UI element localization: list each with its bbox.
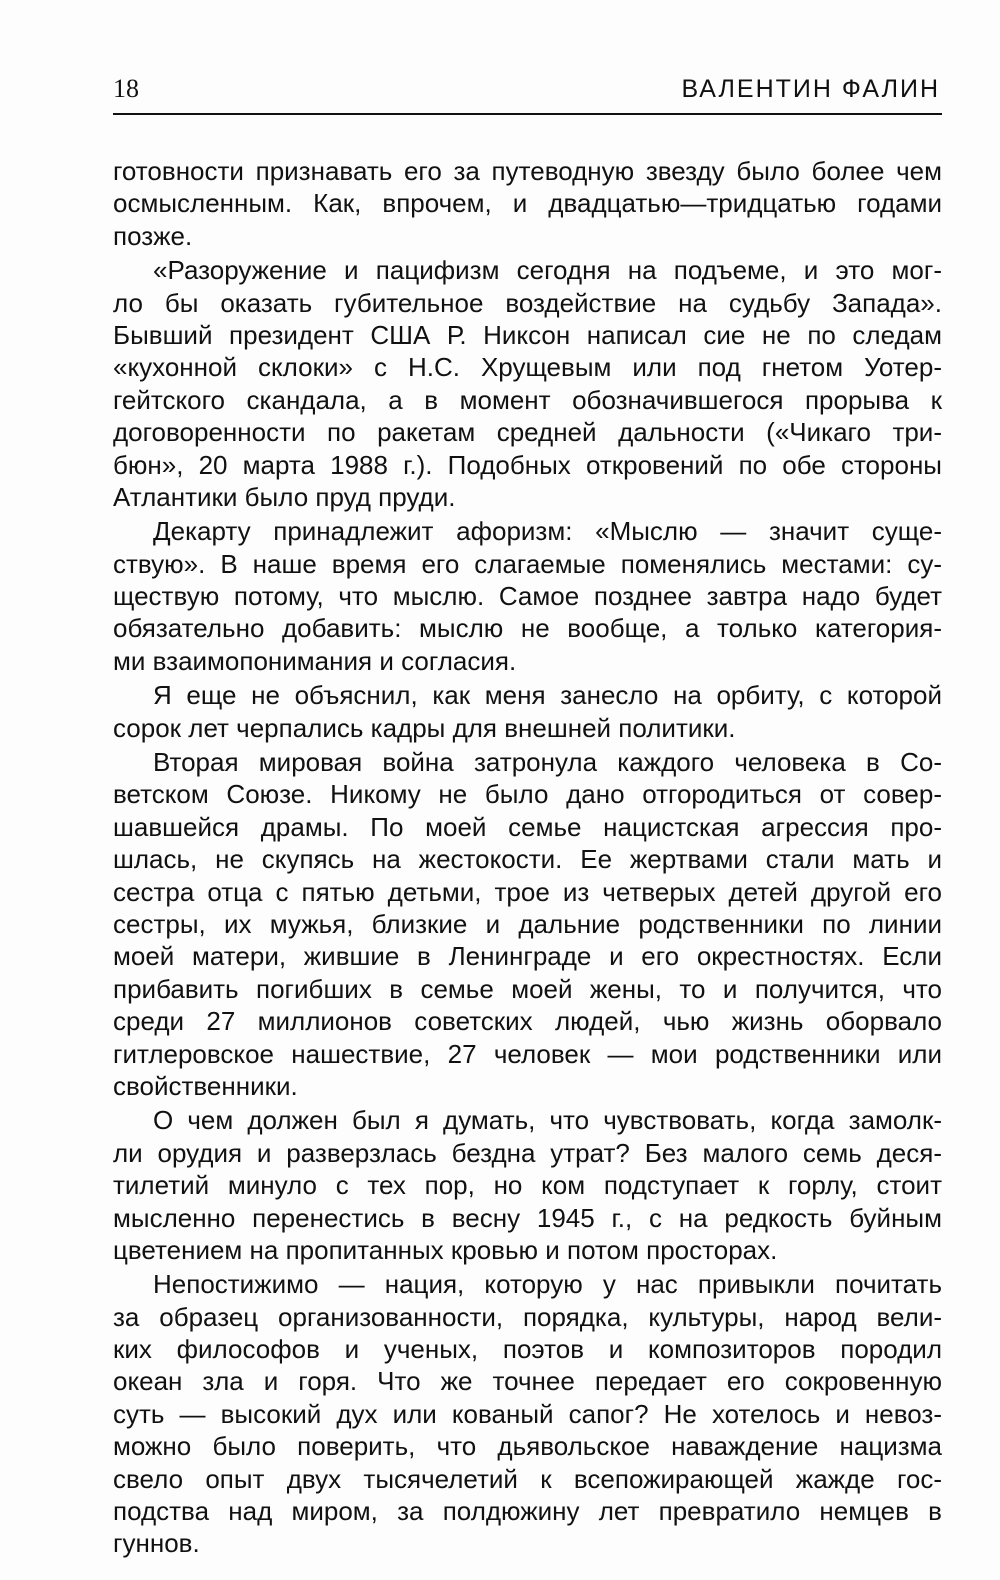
- text-line: позже.: [113, 220, 193, 251]
- text-line: шавшейся драмы. По моей семье нацистская агрессия про-: [113, 811, 942, 842]
- text-line: Я еще не объяснил, как меня занесло на орбиту, с которой: [153, 680, 942, 711]
- text-line: прибавить погибших в семье моей жены, то и получится, что: [113, 973, 942, 1004]
- text-line: гитлеровское нашествие, 27 человек — мои родственники или: [113, 1038, 942, 1069]
- running-head: [113, 72, 940, 106]
- text-line: ствую». В наше время его слагаемые поменялись местами: су-: [113, 548, 942, 579]
- text-line: тилетий минуло с тех пор, но ком подступает к горлу, стоит: [113, 1170, 942, 1201]
- text-line: суть — высокий дух или кованый сапог? Не хотелось и невоз-: [113, 1398, 942, 1429]
- header-rule: [113, 113, 942, 115]
- running-head-author: ВАЛЕНТИН ФАЛИН: [681, 75, 940, 103]
- text-line: свело опыт двух тысячелетий к всепожирающей жажде гос-: [113, 1463, 942, 1494]
- text-line: бюн», 20 марта 1988 г.). Подобных откровений по обе стороны: [113, 449, 942, 480]
- text-line: гейтского скандала, а в момент обозначившегося прорыва к: [113, 384, 942, 415]
- text-line: ветском Союзе. Никому не было дано отгородиться от совер-: [113, 779, 942, 810]
- text-line: моей матери, жившие в Ленинграде и его окрестностях. Если: [113, 941, 942, 972]
- paragraph: [113, 515, 942, 677]
- paragraph: [113, 746, 942, 1102]
- text-line: Атлантики было пруд пруди.: [113, 481, 456, 512]
- text-line: сорок лет черпались кадры для внешней политики.: [113, 712, 736, 743]
- text-line: «Разоружение и пацифизм сегодня на подъеме, и это мог-: [153, 255, 942, 286]
- text-line: «кухонной склоки» с Н.С. Хрущевым или под гнетом Уотер-: [113, 352, 942, 383]
- text-line: Бывший президент США Р. Никсон написал сие не по следам: [113, 319, 942, 350]
- text-line: сестра отца с пятью детьми, трое из четверых детей другой его: [113, 876, 942, 907]
- text-line: цветением на пропитанных кровью и потом просторах.: [113, 1234, 778, 1265]
- text-line: можно было поверить, что дьявольское наваждение нацизма: [113, 1431, 942, 1462]
- page-number: 18: [113, 74, 139, 103]
- paragraph: [113, 254, 942, 513]
- text-line: ществую потому, что мыслю. Самое позднее завтра надо будет: [113, 581, 942, 612]
- text-line: Непостижимо — нация, которую у нас привыкли почитать: [153, 1269, 942, 1300]
- text-line: ких философов и ученых, поэтов и композиторов породил: [113, 1334, 942, 1365]
- text-line: ли орудия и разверзлась бездна утрат? Без малого семь деся-: [113, 1137, 942, 1168]
- text-line: готовности признавать его за путеводную звезду было более чем: [113, 156, 942, 186]
- text-line: О чем должен был я думать, что чувствовать, когда замолк-: [153, 1105, 942, 1136]
- paragraph: [113, 1104, 942, 1266]
- text-line: свойственники.: [113, 1070, 298, 1101]
- paragraph: [113, 679, 942, 744]
- text-line: шлась, не скупясь на жестокости. Ее жертвами стали мать и: [113, 844, 942, 875]
- paragraph: [113, 155, 942, 252]
- paragraph: [113, 1268, 942, 1560]
- text-line: ми взаимопонимания и согласия.: [113, 645, 517, 676]
- text-line: подства над миром, за полдюжину лет превратило немцев в: [113, 1496, 942, 1527]
- text-line: осмысленным. Как, впрочем, и двадцатью—тридцатью годами: [113, 188, 942, 219]
- text-line: Вторая мировая война затронула каждого человека в Со-: [153, 747, 942, 778]
- text-line: за образец организованности, порядка, культуры, народ вели-: [113, 1301, 942, 1332]
- text-line: мысленно перенестись в весну 1945 г., с на редкость буйным: [113, 1202, 942, 1233]
- text-line: обязательно добавить: мыслю не вообще, а только категория-: [113, 613, 942, 644]
- text-line: океан зла и горя. Что же точнее передает его сокровенную: [113, 1366, 942, 1397]
- text-line: среди 27 миллионов советских людей, чью жизнь оборвало: [113, 1006, 942, 1037]
- body-text: [113, 155, 942, 1560]
- text-line: Декарту принадлежит афоризм: «Мыслю — значит суще-: [153, 516, 942, 547]
- text-line: договоренности по ракетам средней дальности («Чикаго три-: [113, 417, 942, 448]
- text-line: гуннов.: [113, 1528, 200, 1559]
- text-line: ло бы оказать губительное воздействие на судьбу Запада».: [113, 287, 942, 318]
- text-line: сестры, их мужья, близкие и дальние родственники по линии: [113, 908, 942, 939]
